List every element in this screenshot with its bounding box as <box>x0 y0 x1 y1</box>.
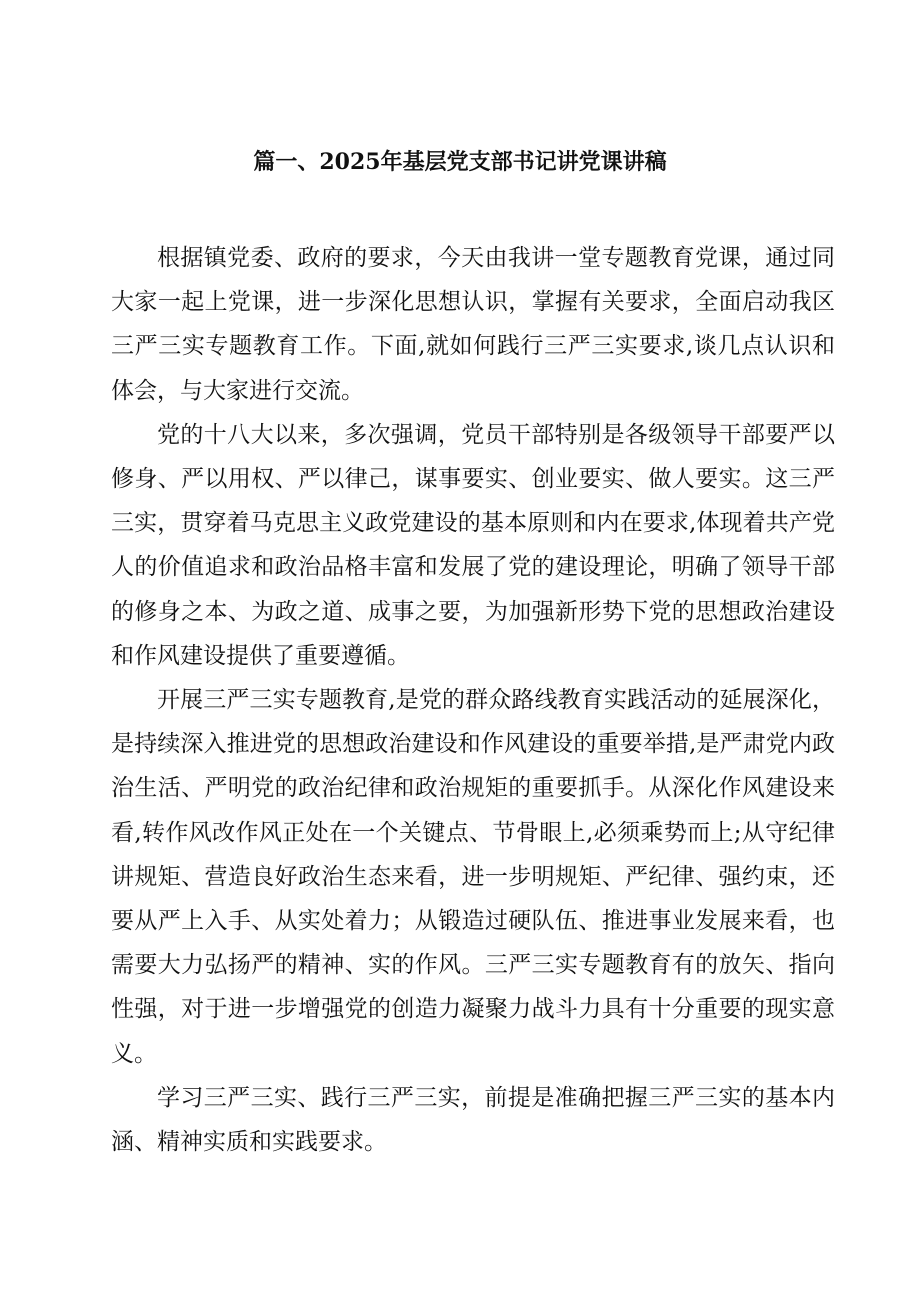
paragraph-intro: 根据镇党委、政府的要求，今天由我讲一堂专题教育党课，通过同大家一起上党课，进一步深化思想认识，掌握有关要求，全面启动我区三严三实专题教育工作。下面,就如何践行三严三实要求,谈几点认识和体会，与大家进行交流。 <box>111 245 835 404</box>
paragraph-significance: 开展三严三实专题教育,是党的群众路线教育实践活动的延展深化，是持续深入推进党的思想政治建设和作风建设的重要举措,是严肃党内政治生活、严明党的政治纪律和政治规矩的重要抓手。从深化作风建设来看,转作风改作风正处在一个关键点、节骨眼上,必须乘势而上;从守纪律讲规矩、营造良好政治生态来看，进一步明规矩、严纪律、强约束，还要从严上入手、从实处着力；从锻造过硬队伍、推进事业发展来看，也需要大力弘扬严的精神、实的作风。三严三实专题教育有的放矢、指向性强，对于进一步增强党的创造力凝聚力战斗力具有十分重要的现实意义。 <box>111 687 835 1067</box>
document-body <box>111 236 835 1164</box>
document-title: 篇一、2025年基层党支部书记讲党课讲稿 <box>253 149 667 175</box>
paragraph-background: 党的十八大以来，多次强调，党员干部特别是各级领导干部要严以修身、严以用权、严以律己，谋事要实、创业要实、做人要实。这三严三实，贯穿着马克思主义政党建设的基本原则和内在要求,体现着共产党人的价值追求和政治品格丰富和发展了党的建设理论，明确了领导干部的修身之本、为政之道、成事之要，为加强新形势下党的思想政治建设和作风建设提供了重要遵循。 <box>111 421 835 669</box>
paragraph-premise: 学习三严三实、践行三严三实，前提是准确把握三严三实的基本内涵、精神实质和实践要求。 <box>111 1084 835 1156</box>
